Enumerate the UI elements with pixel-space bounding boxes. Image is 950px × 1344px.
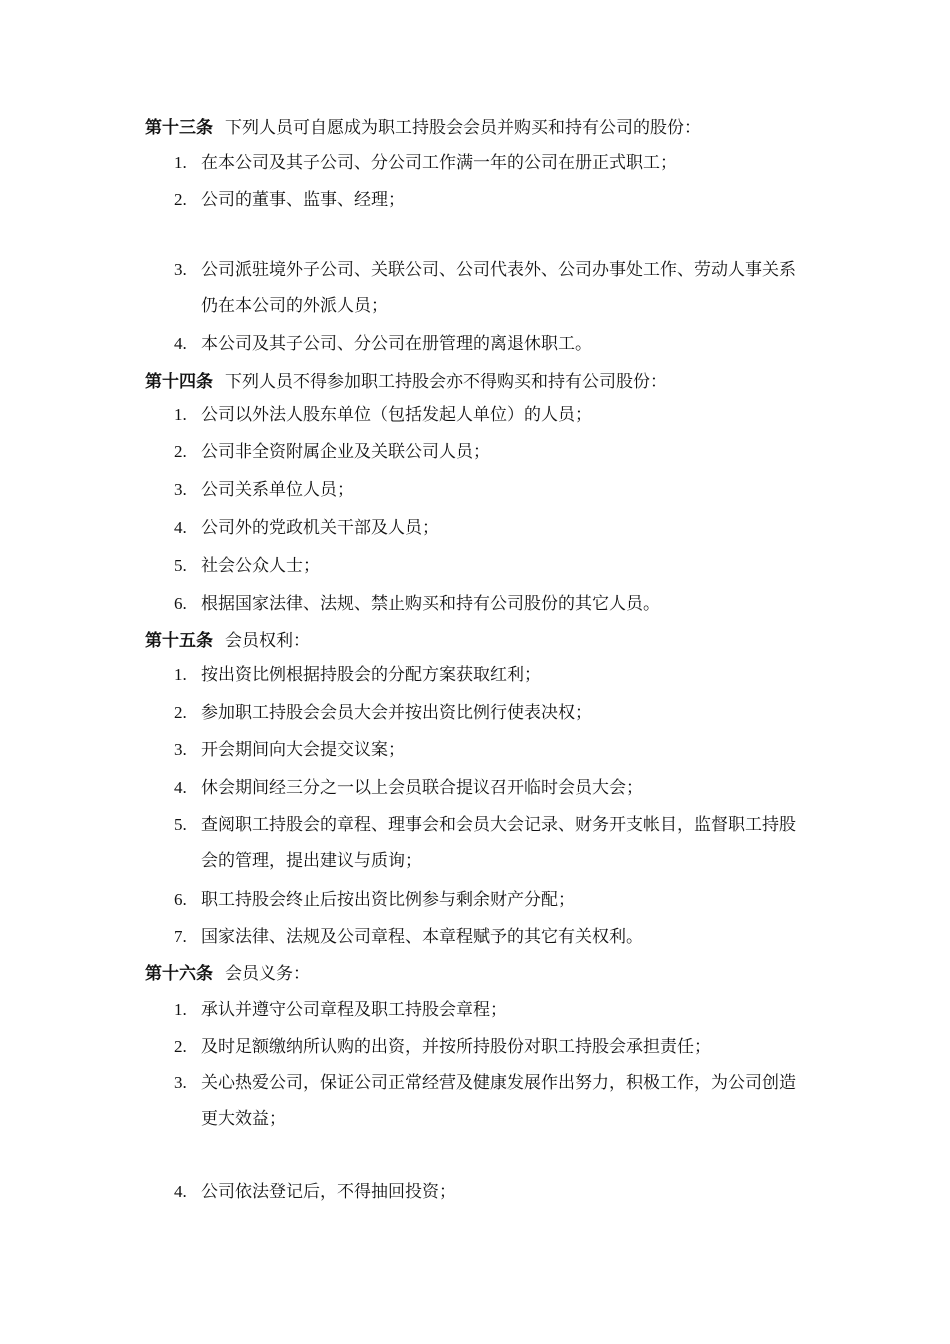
item-number: 3. xyxy=(174,480,187,499)
item-number: 2. xyxy=(174,703,187,722)
article-13-heading xyxy=(145,115,701,141)
list-item xyxy=(174,732,804,768)
item-number: 5. xyxy=(174,556,187,575)
list-item xyxy=(174,695,804,731)
list-item xyxy=(174,548,804,584)
item-number: 1. xyxy=(174,1000,187,1019)
item-text: 承认并遵守公司章程及职工持股会章程； xyxy=(201,1000,507,1020)
article-title: 下列人员不得参加职工持股会亦不得购买和持有公司股份： xyxy=(225,372,667,392)
item-number: 2. xyxy=(174,442,187,461)
list-item xyxy=(174,919,804,955)
article-title: 下列人员可自愿成为职工持股会会员并购买和持有公司的股份： xyxy=(225,118,701,138)
item-text: 及时足额缴纳所认购的出资，并按所持股份对职工持股会承担责任； xyxy=(201,1037,711,1057)
item-number: 1. xyxy=(174,153,187,172)
list-item xyxy=(174,326,804,362)
list-item xyxy=(174,1174,804,1210)
item-number: 1. xyxy=(174,405,187,424)
item-text: 休会期间经三分之一以上会员联合提议召开临时会员大会； xyxy=(201,778,643,798)
item-number: 6. xyxy=(174,594,187,613)
item-text: 查阅职工持股会的章程、理事会和会员大会记录、财务开支帐目，监督职工持股会的管理，提出建议与质询； xyxy=(201,815,796,871)
list-item xyxy=(174,397,804,433)
list-item xyxy=(174,807,804,879)
item-number: 4. xyxy=(174,1182,187,1201)
article-number: 第十三条 xyxy=(145,118,213,138)
list-item xyxy=(174,1029,804,1065)
list-item xyxy=(174,145,804,181)
list-item xyxy=(174,586,804,622)
item-text: 公司以外法人股东单位（包括发起人单位）的人员； xyxy=(201,405,592,425)
article-number: 第十四条 xyxy=(145,372,213,392)
item-text: 按出资比例根据持股会的分配方案获取红利； xyxy=(201,665,541,685)
list-item xyxy=(174,434,804,470)
item-text: 公司的董事、监事、经理； xyxy=(201,190,405,210)
item-text: 职工持股会终止后按出资比例参与剩余财产分配； xyxy=(201,890,575,910)
article-number: 第十六条 xyxy=(145,964,213,984)
item-text: 社会公众人士； xyxy=(201,556,320,576)
list-item xyxy=(174,252,804,324)
item-text: 根据国家法律、法规、禁止购买和持有公司股份的其它人员。 xyxy=(201,594,660,614)
item-number: 4. xyxy=(174,518,187,537)
item-number: 5. xyxy=(174,815,187,834)
list-item xyxy=(174,770,804,806)
item-text: 关心热爱公司，保证公司正常经营及健康发展作出努力，积极工作，为公司创造更大效益； xyxy=(201,1073,796,1129)
article-15-heading xyxy=(145,628,310,654)
item-text: 开会期间向大会提交议案； xyxy=(201,740,405,760)
item-text: 公司派驻境外子公司、关联公司、公司代表外、公司办事处工作、劳动人事关系仍在本公司的外派人员； xyxy=(201,260,796,316)
item-text: 本公司及其子公司、分公司在册管理的离退休职工。 xyxy=(201,334,592,354)
item-number: 6. xyxy=(174,890,187,909)
article-16-heading xyxy=(145,961,310,987)
item-number: 2. xyxy=(174,190,187,209)
item-number: 3. xyxy=(174,740,187,759)
list-item xyxy=(174,657,804,693)
article-title: 会员义务： xyxy=(225,964,310,984)
list-item xyxy=(174,510,804,546)
item-number: 3. xyxy=(174,260,187,279)
list-item xyxy=(174,472,804,508)
list-item xyxy=(174,1065,804,1137)
item-number: 4. xyxy=(174,334,187,353)
item-text: 公司依法登记后，不得抽回投资； xyxy=(201,1182,456,1202)
list-item xyxy=(174,882,804,918)
list-item xyxy=(174,992,804,1028)
item-number: 7. xyxy=(174,927,187,946)
item-number: 3. xyxy=(174,1073,187,1092)
item-text: 公司非全资附属企业及关联公司人员； xyxy=(201,442,490,462)
item-number: 2. xyxy=(174,1037,187,1056)
article-number: 第十五条 xyxy=(145,631,213,651)
item-text: 在本公司及其子公司、分公司工作满一年的公司在册正式职工； xyxy=(201,153,677,173)
item-text: 公司关系单位人员； xyxy=(201,480,354,500)
item-number: 1. xyxy=(174,665,187,684)
article-14-heading xyxy=(145,369,667,395)
item-text: 公司外的党政机关干部及人员； xyxy=(201,518,439,538)
list-item xyxy=(174,182,804,218)
item-text: 国家法律、法规及公司章程、本章程赋予的其它有关权利。 xyxy=(201,927,643,947)
article-title: 会员权利： xyxy=(225,631,310,651)
item-number: 4. xyxy=(174,778,187,797)
item-text: 参加职工持股会会员大会并按出资比例行使表决权； xyxy=(201,703,592,723)
